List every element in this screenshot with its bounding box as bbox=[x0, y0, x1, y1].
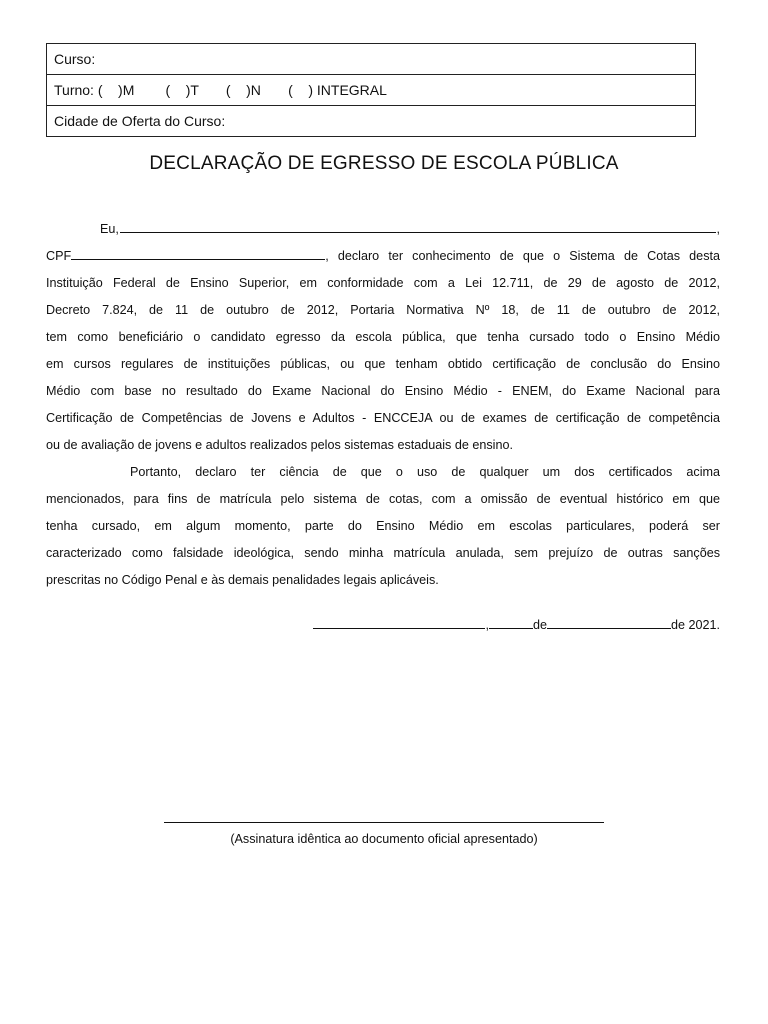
date-de-1: de bbox=[532, 618, 547, 632]
signature-line[interactable] bbox=[164, 822, 604, 823]
p1-line: Instituição Federal de Ensino Superior, em conformidade com a Lei 12.711, de 29 de agosto de 2012, bbox=[46, 276, 720, 290]
date-line bbox=[313, 617, 720, 632]
document-title: DECLARAÇÃO DE EGRESSO DE ESCOLA PÚBLICA bbox=[149, 153, 619, 174]
name-line bbox=[46, 216, 720, 243]
turno-field[interactable]: Turno: ( )M ( )T ( )N ( ) INTEGRAL bbox=[47, 75, 696, 106]
paragraph-1 bbox=[46, 270, 720, 459]
declaration-text bbox=[46, 216, 720, 594]
p1-line: Certificação de Competências de Jovens e Adultos - ENCCEJA ou de exames de certificação de competência bbox=[46, 411, 720, 425]
p2-line: Portanto, declaro ter ciência de que o uso de qualquer um dos certificados acima bbox=[130, 465, 720, 479]
p1-line: tem como beneficiário o candidato egresso da escola pública, que tenha cursado todo o Ensino Médio bbox=[46, 330, 720, 344]
p2-line: mencionados, para fins de matrícula pelo sistema de cotas, com a omissão de eventual histórico em que bbox=[46, 492, 720, 506]
p1-line: Médio com base no resultado do Exame Nacional do Ensino Médio - ENEM, do Exame Nacional para bbox=[46, 384, 720, 398]
signature-caption: (Assinatura idêntica ao documento oficial apresentado) bbox=[230, 832, 538, 846]
p1-line: em cursos regulares de instituições públicas, ou que tenham obtido certificação de conclusão do Ensino bbox=[46, 357, 720, 371]
p1-line: ou de avaliação de jovens e adultos realizados pelos sistemas estaduais de ensino. bbox=[46, 438, 513, 452]
city-blank[interactable] bbox=[313, 617, 485, 629]
p2-line: tenha cursado, em algum momento, parte do Ensino Médio em escolas particulares, poderá ser bbox=[46, 519, 720, 533]
eu-label: Eu, bbox=[100, 222, 119, 236]
curso-field[interactable]: Curso: bbox=[47, 44, 696, 75]
course-info-table bbox=[46, 43, 696, 137]
day-blank[interactable] bbox=[489, 617, 533, 629]
cpf-blank[interactable] bbox=[71, 248, 325, 260]
p1-line: Decreto 7.824, de 11 de outubro de 2012, Portaria Normativa Nº 18, de 11 de outubro de 2012, bbox=[46, 303, 720, 317]
cpf-label: CPF bbox=[46, 249, 72, 263]
cpf-line bbox=[46, 243, 720, 270]
p2-line: caracterizado como falsidade ideológica, sendo minha matrícula anulada, sem prejuízo de outras sanções bbox=[46, 546, 720, 560]
date-year: de 2021. bbox=[670, 618, 720, 632]
name-blank[interactable] bbox=[120, 221, 716, 233]
cpf-line-rest: , declaro ter conhecimento de que o Sistema de Cotas desta bbox=[325, 249, 720, 263]
name-end-comma: , bbox=[716, 222, 720, 236]
cidade-field[interactable]: Cidade de Oferta do Curso: bbox=[47, 106, 696, 137]
date-comma: , bbox=[485, 618, 489, 632]
month-blank[interactable] bbox=[547, 617, 671, 629]
p2-line: prescritas no Código Penal e às demais penalidades legais aplicáveis. bbox=[46, 573, 439, 587]
paragraph-2 bbox=[46, 459, 720, 594]
